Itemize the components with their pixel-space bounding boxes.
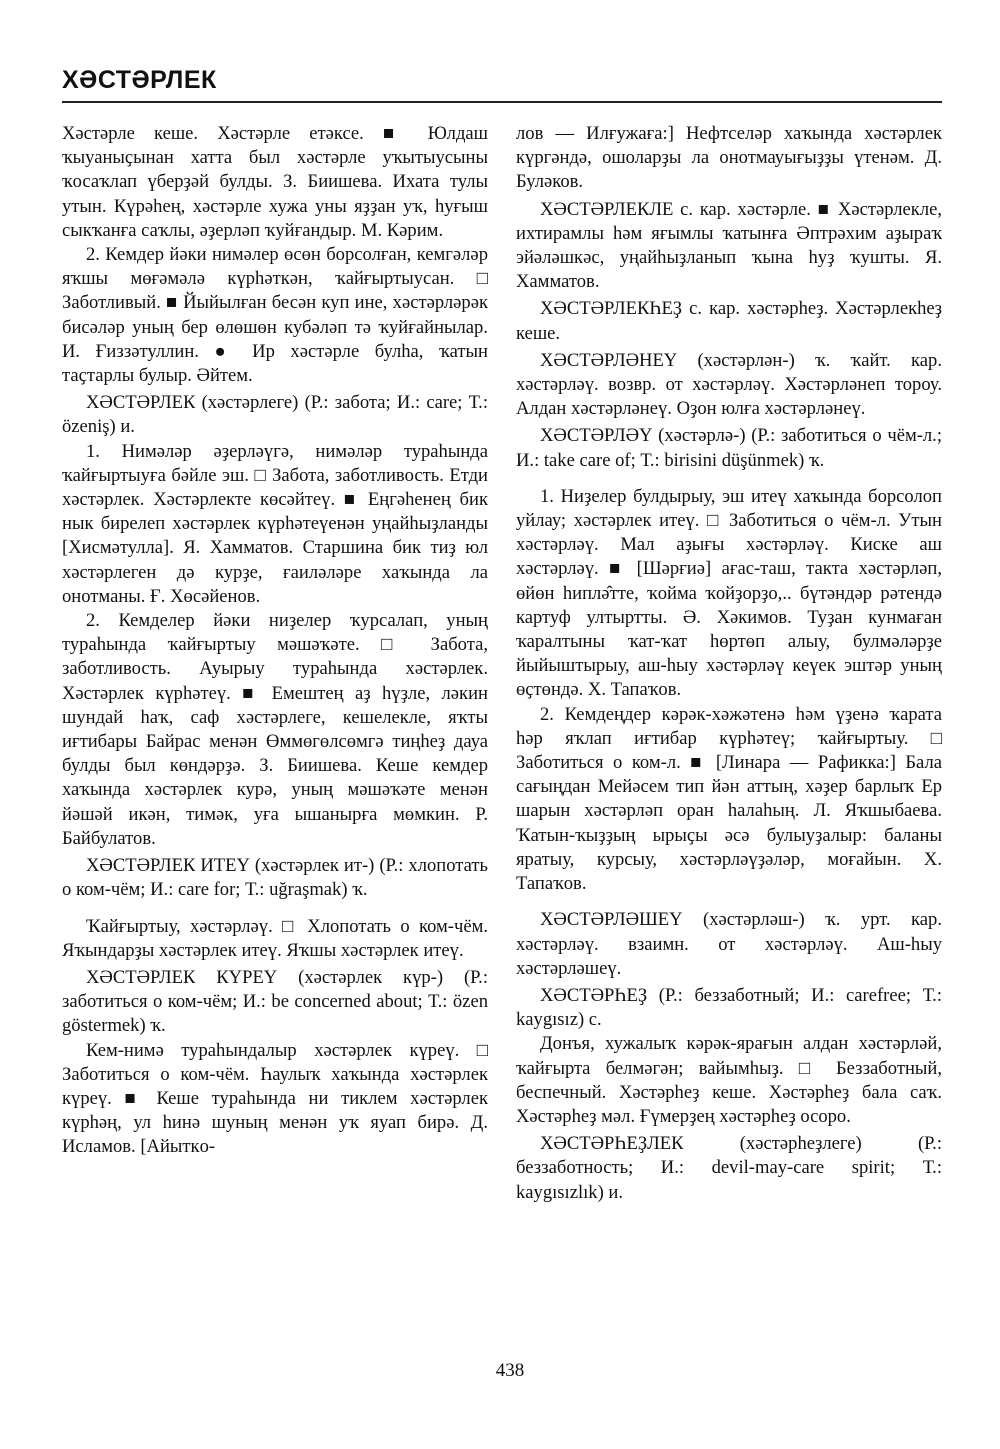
running-head: ХӘСТӘРЛЕК xyxy=(62,66,217,94)
left-column xyxy=(62,122,488,1160)
sense-paragraph: Кем-нимә тураһындалыр хәстәрлек күреү. □ Заботиться о ком-чём. Һаулыҡ хаҡында хәстәрлек күреү. ■ Кеше тураһында ни тиклем хәстәрлек күрһәң, ул һинә шуның менән уҡ яуап бирә. Д. Исламов. [Айыткo- xyxy=(62,1039,488,1158)
dictionary-entry-headword: ХӘСТӘРҺЕҘЛЕК (хәстәрһеҙлеге) (Р.: беззаботность; И.: devil-may-care spirit; Т.: kaygısızlık) и. xyxy=(516,1133,942,1203)
dictionary-entry-headword: ХӘСТӘРҺЕҘ (Р.: беззаботный; И.: carefree; Т.: kaygısız) с. xyxy=(516,984,942,1031)
dictionary-entry: ХӘСТӘРЛӘНЕҮ (хәстәрлән-) ҡ. ҡайт. кар. хәстәрләү. возвр. от хәстәрләү. Хәстәрләнеп тороу. Алдан хәстәрләнеү. Оҙон юлға хәстәрләнеү. xyxy=(516,349,942,420)
sense-paragraph: 2. Кемдер йәки нимәлер өсөн борсолған, кемгәләр яҡшы мөғәмәлә күрһәткән, ҡайғыртыусан. □ Заботливый. ■ Йыйылған бесән куп ине, хәстәрләрәк бисәләр уның бер өлөшөн кубәләп тә ҡуйғайнылар. И. Ғиззәтуллин. ● Ир хәстәрле булһа, ҡатын таҫтарлы булыр. Әйтем. xyxy=(62,244,488,387)
sense-paragraph: 1. Нимәләр әҙерләүгә, нимәләр тураһында ҡайғыртыуға бәйле эш. □ Забота, заботливость. Етди хәстәрлек. Хәстәрлекте көсәйтеү. ■ Еңгәһенең бик нык бирелеп хәстәрлек күрһәтеүенән уңайһыҙланды [Хисмәтулла]. Я. Хамматов. Старшина бик тиҙ юл хәстәрлеген дә курҙе, ғаиләләре хаҡында ла онотманы. Ғ. Хөсәйенов. xyxy=(62,440,488,607)
dictionary-entry-headword: ХӘСТӘРЛЕК КҮРЕҮ (хәстәрлек күр-) (Р.: заботиться о ком-чём; И.: be concerned about; Т.: özen göstermek) ҡ. xyxy=(62,966,488,1037)
dictionary-entry: ХӘСТӘРЛЕКЛЕ с. кар. хәстәрле. ■ Хәстәрлекле, ихтирамлы һәм яғымлы ҡатынға Әптрәхим аҙыраҡ эйәләшкәс, уңайһыҙланып ҡына һуҙ ҡушты. Я. Хамматов. xyxy=(516,198,942,293)
page-number: 438 xyxy=(495,1360,525,1381)
right-column xyxy=(516,122,942,1205)
sense-paragraph: 2. Кемдеңдер кәрәк-хәжәтенә һәм үҙенә ҡарата һәр яҡлап иғтибар күрһәтеү; ҡайғыртыу. □ Заботиться о ком-л. ■ [Линара — Рафикка:] Бала сағыңдан Мейәсем тип йән аттың, хәҙер барлыҡ Ер шарын хәстәрләп оран һалаһың. Л. Яҡшыбаева. Ҡатын-ҡыҙҙың ырыҫы әсә булыуҙалыр: баланы яратыу, курсыу, хәстәрләүҙәләр, моғайын. Х. Тапаҡов. xyxy=(516,703,942,895)
dictionary-entry: ХӘСТӘРЛӘШЕҮ (хәстәрләш-) ҡ. урт. кар. хәстәрләү. взаимн. от хәстәрләү. Аш-һыу хәстәрләшеү. xyxy=(516,909,942,979)
dictionary-entry-headword: ХӘСТӘРЛӘҮ (хәстәрлә-) (Р.: заботиться о чём-л.; И.: take care of; Т.: birisini düşünmek) ҡ. xyxy=(516,425,942,471)
dictionary-entry: ХӘСТӘРЛЕКҺЕҘ с. кар. хәстәрһеҙ. Хәстәрлекһеҙ кеше. xyxy=(516,298,942,344)
sense-paragraph: 1. Ниҙелер булдырыу, эш итеү хаҡында борсолоп уйлау; хәстәрлек итеү. □ Заботиться о чём-л. Утын хәстәрләү. Мал аҙығы хәстәрләү. Киске аш хәстәрләү. ■ [Шәрғиә] ағас-таш, такта хәстәрләп, өйөн һиплә̂тте, ҡойма ҡойҙорҙо,.. бүтәндәр рәтендә картуф ултыртты. Ә. Хәкимов. Туҙан кунмаған ҡаралтыны ҡат-ҡат һөртөп алыу, булмәләрҙе йыйыштырыу, аш-һыу хәстәрләү кеүек эштәр уның өҫтөндә. Х. Тапаҡов. xyxy=(516,485,942,701)
entry-continuation: Хәстәрле кеше. Хәстәрле етәксе. ■ Юлдаш ҡыуаныҫынан хатта был хәстәрле уҡытыусыны ҡосаҡлап үберҙәй булды. З. Биишева. Ихата тулы утын. Күрәһең, хәстәрле хужа уны яҙҙан уҡ, һуғыш сыкҡанға саҡлы, әҙерләп ҡуйғандыр. М. Кәрим. xyxy=(62,123,488,241)
sense-paragraph: 2. Кемделер йәки ниҙелер ҡурсалап, уның тураһында ҡайғыртыу мәшәҡәте. □ Забота, заботливость. Ауырыу тураһында хәстәрлек. Хәстәрлек күрһәтеү. ■ Емештең аҙ һүҙле, ләкин шундай һаҡ, саф хәстәрлеге, кешелекле, яҡты иғтибары Байрас менән Өммөгөлсөмгә тиңһеҙ дауа булды был көндәрҙә. З. Биишева. Кеше кемдер хаҡында хәстәрлек курә, уның мәшәҡәте менән йәшәй икән, тимәк, уға ышанырға мөмкин. Р. Байбулатов. xyxy=(62,610,488,849)
header-rule xyxy=(62,101,942,103)
sense-paragraph: Ҡайғыртыу, хәстәрләү. □ Хлопотать о ком-чём. Яҡындарҙы хәстәрлек итеү. Яҡшы хәстәрлек итеү. xyxy=(62,915,488,961)
dictionary-entry-headword: ХӘСТӘРЛЕК (хәстәрлеге) (Р.: забота; И.: care; Т.: özeniş) и. xyxy=(62,392,488,438)
dictionary-entry-headword: ХӘСТӘРЛЕК ИТЕҮ (хәстәрлек ит-) (Р.: хлопотать о ком-чём; И.: care for; Т.: uğraşmak) ҡ. xyxy=(62,855,488,901)
sense-paragraph: Донъя, хужалыҡ кәрәк-ярағын алдан хәстәрләй, ҡайғыртa белмәгән; вайымһыҙ. □ Беззаботный, беспечный. Хәстәрһеҙ кеше. Хәстәрһеҙ бала саҡ. Хәстәрһеҙ мәл. Ғүмерҙең хәстәрһеҙ осоро. xyxy=(516,1033,942,1127)
entry-continuation: лов — Илғужаға:] Нефтселәр хаҡында хәстәрлек күргәндә, ошоларҙы ла онотмауығыҙҙы үтенәм. Д. Буләков. xyxy=(516,123,942,193)
